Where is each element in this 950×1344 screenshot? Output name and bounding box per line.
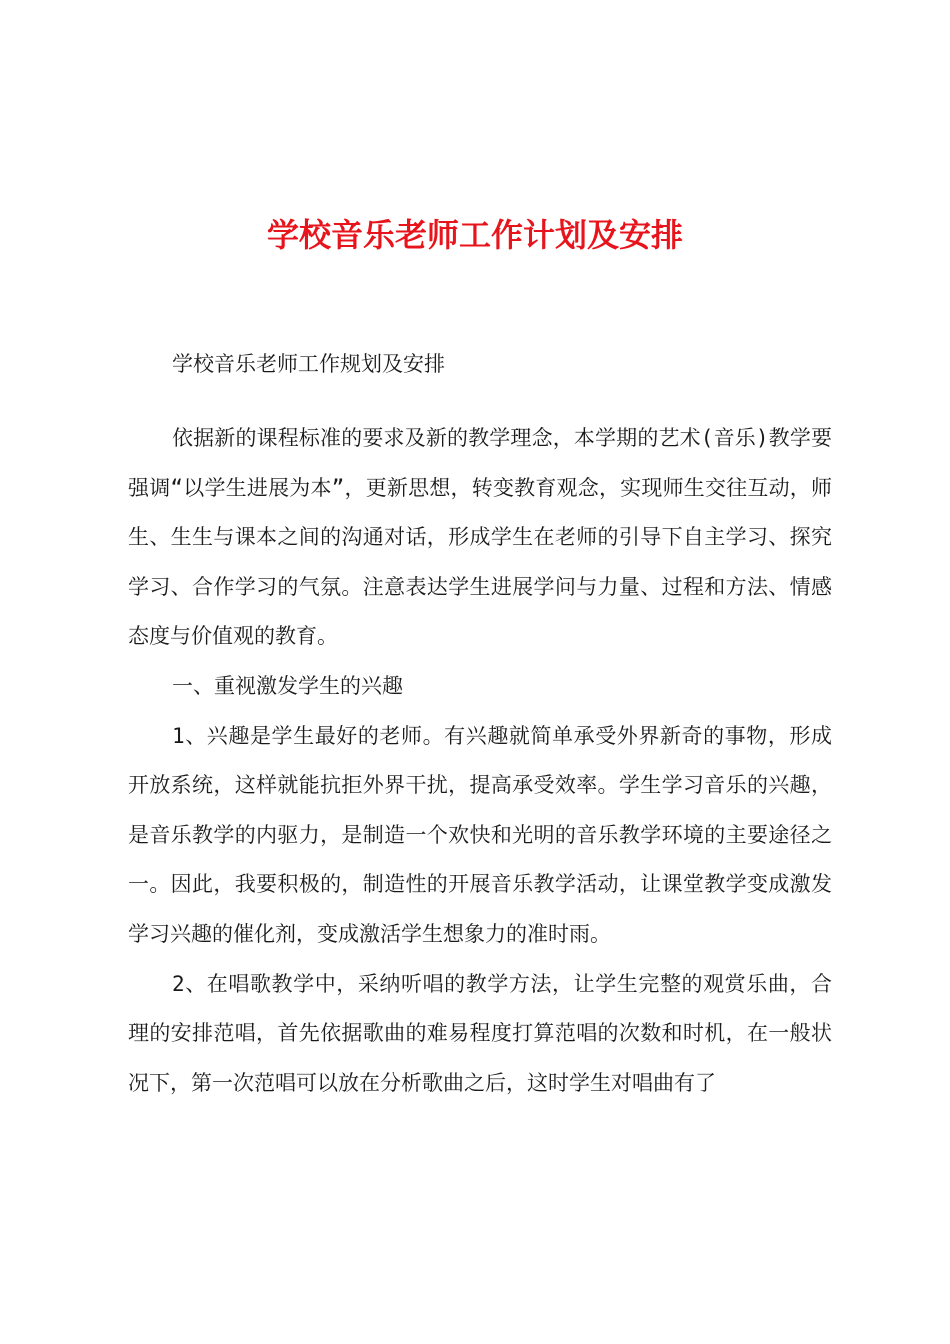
document-title: 学校音乐老师工作计划及安排: [266, 216, 683, 254]
paragraph-point-1: 1、兴趣是学生最好的老师。有兴趣就简单承受外界新奇的事物，形成开放系统，这样就能抗拒外界干扰，提高承受效率。学生学习音乐的兴趣，是音乐教学的内驱力，是制造一个欢快和光明的音乐教学环境的主要途径之一。因此，我要积极的，制造性的开展音乐教学活动，让课堂教学变成激发学习兴趣的催化剂，变成激活学生想象力的准时雨。: [128, 723, 832, 946]
paragraph-intro: 依据新的课程标准的要求及新的教学理念，本学期的艺术(音乐)教学要强调“以学生进展为本”，更新思想，转变教育观念，实现师生交往互动，师生、生生与课本之间的沟通对话，形成学生在老师的引导下自主学习、探究学习、合作学习的气氛。注意表达学生进展学问与力量、过程和方法、情感态度与价值观的教育。: [128, 426, 832, 649]
section-heading: 一、重视激发学生的兴趣: [172, 673, 403, 698]
document-body: [128, 414, 832, 1108]
paragraph-point-2: 2、在唱歌教学中，采纳听唱的教学方法，让学生完整的观赏乐曲，合理的安排范唱，首先依据歌曲的难易程度打算范唱的次数和时机，在一般状况下，第一次范唱可以放在分析歌曲之后，这时学生对唱曲有了: [128, 971, 832, 1095]
document-subtitle: 学校音乐老师工作规划及安排: [172, 352, 445, 376]
